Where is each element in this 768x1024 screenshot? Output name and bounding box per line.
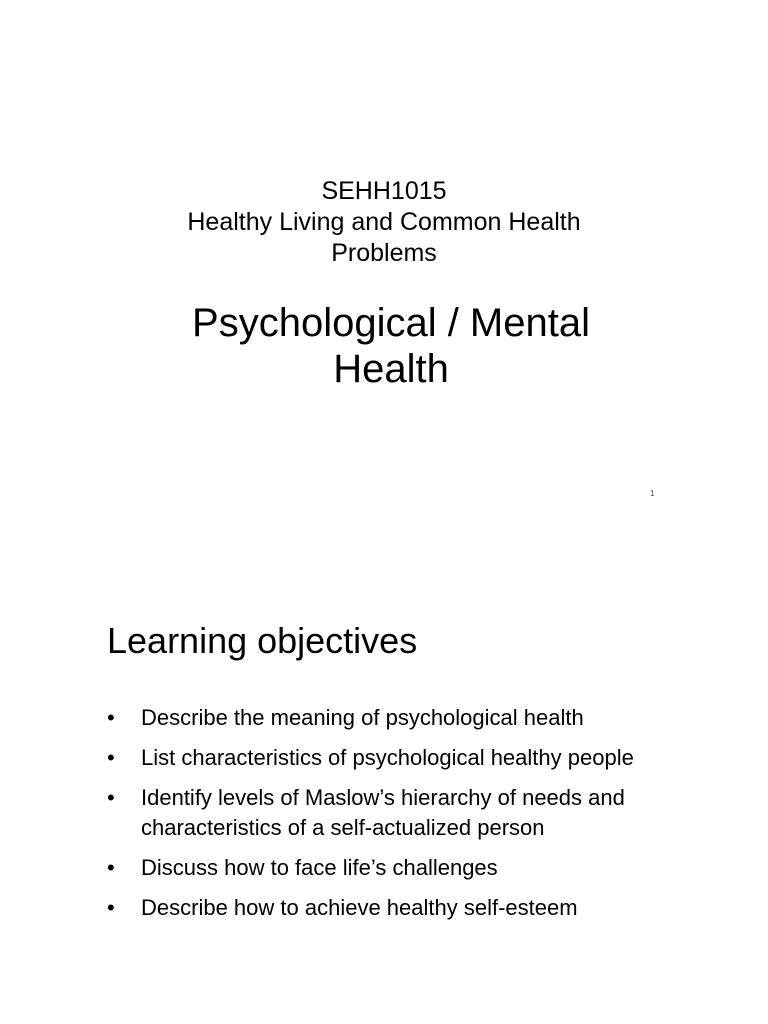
- lecture-title: [0, 300, 768, 392]
- objective-item: [107, 743, 747, 773]
- objective-text: Identify levels of Maslow’s hierarchy of needs and characteristics of a self-actualized person: [141, 785, 625, 840]
- objective-item: [107, 853, 747, 883]
- bullet-icon: •: [107, 895, 115, 920]
- lecture-title-line-1: Psychological / Mental: [192, 301, 590, 345]
- objective-item: [107, 893, 747, 923]
- objective-text: Discuss how to face life’s challenges: [141, 855, 498, 880]
- objectives-list: [107, 703, 747, 933]
- objective-text: Describe how to achieve healthy self-esteem: [141, 895, 578, 920]
- objectives-title: Learning objectives: [107, 620, 418, 661]
- objective-item: [107, 703, 747, 733]
- course-name-line-2: Problems: [331, 239, 437, 267]
- bullet-icon: •: [107, 785, 115, 810]
- bullet-icon: •: [107, 705, 115, 730]
- objective-text: List characteristics of psychological healthy people: [141, 745, 634, 770]
- course-heading: [0, 176, 768, 269]
- course-name-line-1: Healthy Living and Common Health: [187, 208, 581, 236]
- slide-number: 1: [650, 489, 655, 498]
- objective-item: [107, 783, 747, 843]
- lecture-title-line-2: Health: [333, 347, 449, 391]
- bullet-icon: •: [107, 855, 115, 880]
- course-code: SEHH1015: [321, 177, 447, 205]
- objectives-slide: [0, 512, 768, 1024]
- bullet-icon: •: [107, 745, 115, 770]
- objective-text: Describe the meaning of psychological health: [141, 705, 584, 730]
